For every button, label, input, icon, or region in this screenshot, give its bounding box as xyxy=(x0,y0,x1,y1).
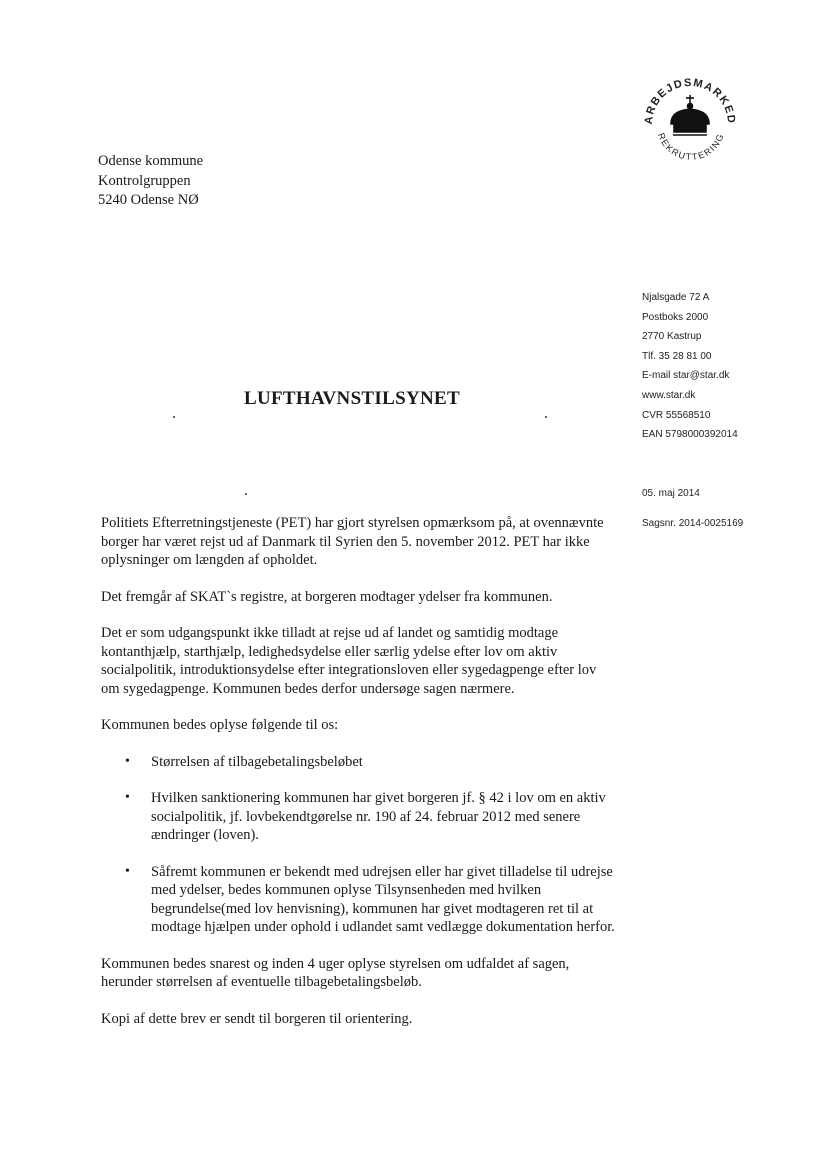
scan-speck xyxy=(545,416,547,418)
letter-date: 05. maj 2014 xyxy=(642,488,700,499)
sender-pobox: Postboks 2000 xyxy=(642,311,709,323)
agency-seal-logo xyxy=(638,72,742,176)
sender-contact-block xyxy=(642,288,738,445)
recipient-department: Kontrolgruppen xyxy=(98,172,191,189)
paragraph-pet-notice: Politiets Efterretningstjeneste (PET) har gjort styrelsen opmærksom på, at ovennævnte borger har været rejst ud af Danmark til Syrien den 5. november 2012. PET har ikke oplysninger om længden af opholdet. xyxy=(101,515,604,568)
paragraph-rules: Det er som udgangspunkt ikke tilladt at rejse ud af landet og samtidig modtage kontanthjælp, starthjælp, ledighedsydelse eller særlig ydelse efter lov om aktiv socialpolitik, introduktionsydelse efter integrationsloven eller sygedagpenge efter lov om sygedagpenge. Kommunen bedes derfor undersøge sagen nærmere. xyxy=(101,625,597,697)
paragraph-deadline: Kommunen bedes snarest og inden 4 uger oplyse styrelsen om udfaldet af sagen, herunder størrelsen af eventuelle tilbagebetalingsbeløb. xyxy=(101,955,570,990)
case-number: Sagsnr. 2014-0025169 xyxy=(642,518,744,529)
crown-icon xyxy=(671,95,709,135)
sender-phone: Tlf. 35 28 81 00 xyxy=(642,350,712,362)
list-item: • Såfremt kommunen er bekendt med udrejsen eller har givet tilladelse til udrejse med ydelser, bedes kommunen oplyse Tilsynsenheden med hvilken begrundelse(med lov henvisning), kommunen har givet modtageren ret til at modtage hjælpen under ophold i udlandet samt vedlægge dokumentation herfor. xyxy=(151,863,616,937)
list-item: • Størrelsen af tilbagebetalingsbeløbet xyxy=(151,753,616,772)
seal-top-text: ARBEJDSMARKED xyxy=(642,76,738,125)
request-list xyxy=(101,753,616,937)
list-item: • Hvilken sanktionering kommunen har givet borgeren jf. § 42 i lov om en aktiv socialpolitik, jf. lovbekendtgørelse nr. 190 af 24. februar 2012 med senere ændringer (loven). xyxy=(151,789,616,845)
paragraph-copy-note: Kopi af dette brev er sendt til borgeren til orientering. xyxy=(101,1010,413,1027)
sender-city: 2770 Kastrup xyxy=(642,331,702,343)
sender-email: E-mail star@star.dk xyxy=(642,370,730,382)
recipient-postal-city: 5240 Odense NØ xyxy=(98,192,199,208)
letter-body xyxy=(101,514,616,1046)
sender-website: www.star.dk xyxy=(642,389,696,401)
letter-title: LUFTHAVNSTILSYNET xyxy=(244,388,460,409)
svg-text:REKRUTTERING xyxy=(656,131,726,162)
paragraph-request-intro: Kommunen bedes oplyse følgende til os: xyxy=(101,717,339,733)
sender-ean: EAN 5798000392014 xyxy=(642,429,738,441)
scan-speck xyxy=(245,493,247,495)
recipient-name: Odense kommune xyxy=(98,153,204,169)
scan-speck xyxy=(173,416,175,418)
recipient-address xyxy=(98,152,203,211)
seal-bottom-text: REKRUTTERING xyxy=(655,131,727,162)
sender-street: Njalsgade 72 A xyxy=(642,292,710,303)
paragraph-skat-registry: Det fremgår af SKAT`s registre, at borgeren modtager ydelser fra kommunen. xyxy=(101,588,553,605)
sender-cvr: CVR 55568510 xyxy=(642,409,711,421)
